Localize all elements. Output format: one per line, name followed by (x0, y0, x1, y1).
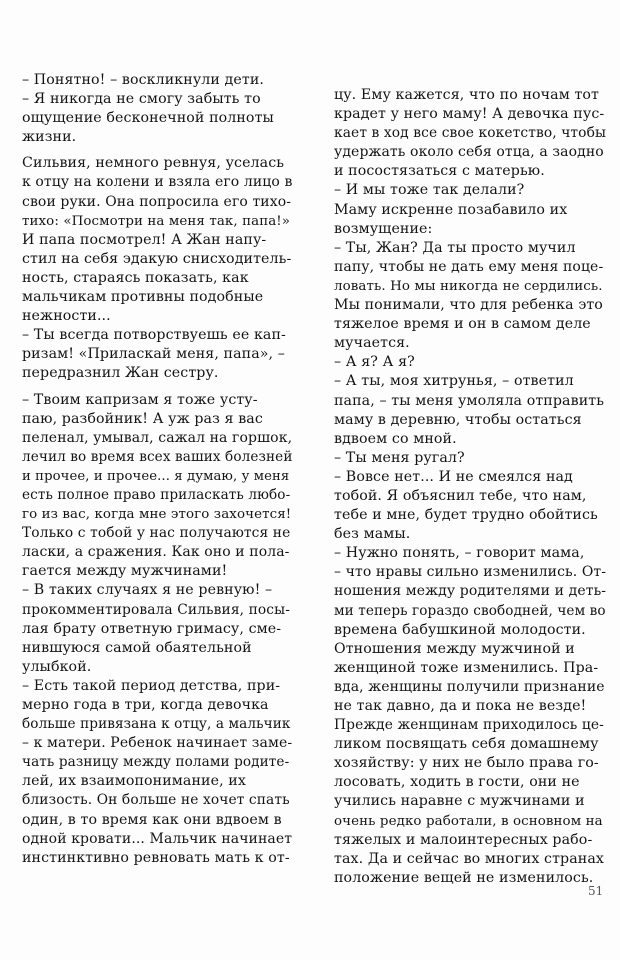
text-line: тяжелое время и он в самом деле (334, 316, 591, 333)
text-line: женщиной тоже изменились. Пра- (334, 659, 599, 676)
text-line: Только с тобой у нас получаются не (22, 525, 291, 542)
text-line: ношения между родителями и деть- (334, 583, 606, 600)
text-line: лосовать, ходить в гости, они не (334, 774, 580, 791)
text-line: одной кровати... Мальчик начинает (22, 830, 292, 847)
text-line: тебе и мне, будет трудно обойтись (334, 507, 598, 524)
text-line: Мы понимали, что для ребенка это (334, 297, 603, 314)
text-line: – Вовсе нет... И не смеялся над (334, 468, 573, 485)
text-line: нежности... (22, 308, 111, 325)
text-line: тихо: «Посмотри на меня так, папа!» (22, 213, 291, 229)
text-line: положение вещей не изменилось. (334, 869, 594, 886)
text-line: кает в ход все свое кокетство, чтобы (334, 125, 606, 142)
text-line: ловать. Но мы никогда не сердились. (334, 278, 603, 294)
text-line: мальчикам противны подобные (22, 289, 264, 306)
text-line: стил на себя эдакую снисходитель- (22, 250, 292, 267)
text-line: ощущение бесконечной полноты (22, 110, 274, 127)
text-line: вда, женщины получили признание (334, 678, 605, 695)
text-line: ми теперь гораздо свободней, чем во (334, 602, 606, 619)
text-line: – Есть такой период детства, при- (22, 677, 281, 694)
text-line: цу. Ему кажется, что по ночам тот (334, 87, 599, 103)
text-line: – В таких случаях я не ревную! – (22, 582, 273, 599)
text-line: – Нужно понять, – говорит мама, (334, 545, 585, 562)
text-line: маму в деревню, чтобы остаться (334, 411, 582, 428)
text-line: крадет у него маму! А девочка пус- (334, 106, 605, 123)
text-line: – Ты меня ругал? (334, 449, 465, 466)
text-line: ликом посвящать себя домашнему (334, 736, 599, 753)
text-line: Маму искренне позабавило их (334, 201, 568, 218)
text-line: близость. Он больше не хочет спать (22, 792, 290, 809)
text-line: свои руки. Она попросила его тихо- (22, 193, 292, 210)
text-line: – А ты, моя хитрунья, – ответил (334, 373, 574, 390)
text-line: го из вас, когда мне этого захочется! (22, 507, 292, 523)
text-line: мучается. (334, 335, 410, 352)
text-line: – Твоим капризам я тоже усту- (22, 391, 258, 408)
text-line: передразнил Жан сестру. (22, 365, 219, 382)
text-line: лечил во время всех ваших болезней (22, 448, 292, 465)
text-line: Сильвия, немного ревнуя, уселась (22, 155, 285, 172)
right-text-column (334, 86, 606, 888)
text-line: Отношения между мужчиной и (334, 640, 575, 657)
text-line: – И мы тоже так делали? (334, 182, 525, 199)
paragraph-gap (22, 384, 292, 391)
text-line: жизни. (22, 129, 77, 146)
text-line: не так давно, да и пока не везде! (334, 698, 587, 714)
text-line: тяжелых и малоинтересных рабо- (334, 831, 593, 848)
text-line: ласки, а сражения. Как оно и пола- (22, 544, 290, 561)
text-line: очень редко работали, в основном на (334, 813, 603, 829)
paragraph-gap (22, 147, 292, 154)
text-line: папу, чтобы не дать ему меня поце- (334, 258, 604, 275)
text-line: – Я никогда не смогу забыть то (22, 91, 261, 108)
text-line: есть полное право приласкать любо- (22, 486, 291, 503)
text-line: чать разницу между полами родите- (22, 754, 290, 771)
text-line: паю, разбойник! А уж раз я вас (22, 410, 263, 427)
text-line: вдвоем со мной. (334, 430, 457, 447)
text-line: без мамы. (334, 526, 411, 543)
text-line: – Ты всегда потворствуешь ее кап- (22, 327, 286, 344)
text-line: гается между мужчинами! (22, 563, 228, 580)
text-line: улыбкой. (22, 658, 92, 675)
text-line: тах. Да и сейчас во многих странах (334, 850, 605, 867)
text-line: хозяйству: у них не было права го- (334, 755, 599, 772)
text-line: один, в то время как они вдвоем в (22, 811, 282, 828)
text-line: больше привязана к отцу, а мальчик (22, 716, 291, 733)
text-line: – А я? А я? (334, 354, 415, 371)
text-line: прокомментировала Сильвия, посы- (22, 601, 290, 618)
text-line: нившуюся самой обаятельной (22, 639, 252, 656)
text-line: И папа посмотрел! А Жан напу- (22, 231, 267, 248)
text-line: учились наравне с мужчинами и (334, 793, 585, 810)
text-line: тобой. Я объяснил тебе, что нам, (334, 487, 587, 504)
text-line: – Понятно! – воскликнули дети. (22, 72, 264, 88)
text-line: удержать около себя отца, а заодно (334, 144, 604, 161)
text-line: возмущение: (334, 220, 433, 237)
text-line: – к матери. Ребенок начинает заме- (22, 735, 292, 752)
text-line: ность, стараясь показать, как (22, 269, 249, 286)
text-line: Прежде женщинам приходилось це- (334, 717, 604, 734)
text-line: ризам! «Приласкай меня, папа», – (22, 346, 285, 363)
text-line: к отцу на колени и взяла его лицо в (22, 174, 292, 191)
page-number: 51 (588, 884, 604, 898)
text-line: – Ты, Жан? Да ты просто мучил (334, 239, 576, 256)
text-line: и прочее, и прочее... я думаю, у меня (22, 468, 290, 484)
left-text-column (22, 71, 292, 868)
text-line: и посостязаться с матерью. (334, 163, 545, 180)
text-line: – что нравы сильно изменились. От- (334, 564, 606, 581)
text-line: мерно года в три, когда девочка (22, 697, 269, 713)
text-line: папа, – ты меня умоляла отправить (334, 392, 605, 409)
text-line: пеленал, умывал, сажал на горшок, (22, 429, 292, 446)
text-line: лая брату ответную гримасу, сме- (22, 620, 282, 637)
text-line: времена бабушкиной молодости. (334, 621, 586, 638)
text-line: лей, их взаимопонимание, их (22, 773, 246, 790)
text-line: инстинктивно ревновать мать к от- (22, 849, 290, 866)
